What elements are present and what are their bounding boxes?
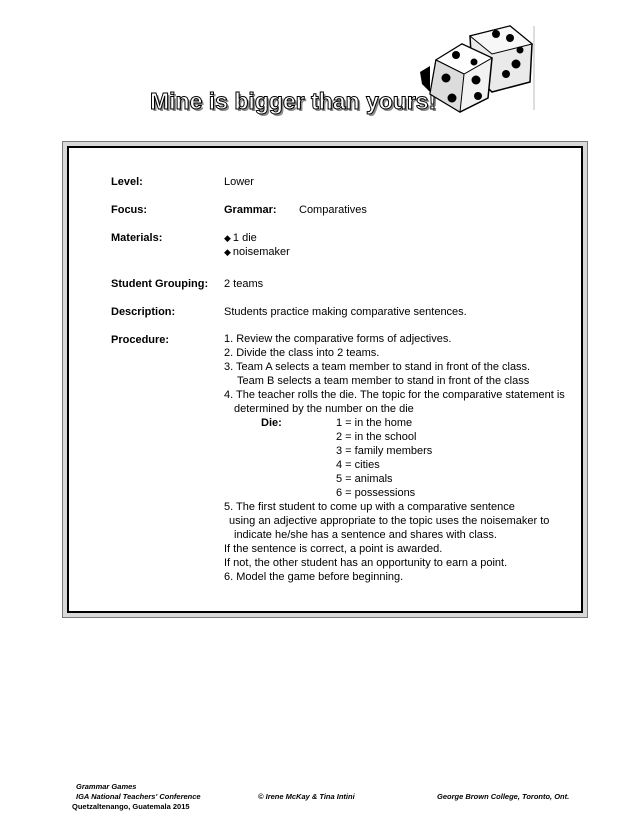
level-label: Level: [111,176,143,188]
grouping-value: 2 teams [224,278,264,290]
materials-item [224,245,290,259]
materials-label: Materials: [111,232,163,244]
procedure-line: If not, the other student has an opportunity to earn a point. [224,557,508,569]
die-topic-row [224,486,565,500]
description-label: Description: [111,306,176,318]
materials-item-text: 1 die [232,232,257,244]
front-die [420,44,492,112]
focus-subject: Grammar: [224,204,277,216]
die-topic-row [224,458,565,472]
die-topic-row [224,444,565,458]
procedure-label: Procedure: [111,334,170,346]
diamond-bullet-icon: ◆ [224,247,231,257]
level-value: Lower [224,176,254,188]
die-topic: 4 = cities [336,459,380,471]
focus-topic: Comparatives [299,204,367,216]
die-label: Die: [261,417,282,429]
procedure-line: indicate he/she has a sentence and shares with class. [234,529,497,541]
die-topic-row [224,472,565,486]
procedure-line: 4. The teacher rolls the die. The topic for the comparative statement is [224,389,565,401]
page-title: Mine is bigger than yours! [150,88,437,114]
die-topic-row [224,416,565,430]
procedure-line: 6. Model the game before beginning. [224,571,404,583]
procedure-line: If the sentence is correct, a point is awarded. [224,543,443,555]
grouping-label: Student Grouping: [111,278,209,290]
procedure-line: 2. Divide the class into 2 teams. [224,347,380,359]
die-topic-row [224,430,565,444]
die-topic: 2 = in the school [336,431,417,443]
die-topic: 3 = family members [336,445,433,457]
diamond-bullet-icon: ◆ [224,233,231,243]
footer-college: George Brown College, Toronto, Ont. [437,792,570,801]
procedure-line: determined by the number on the die [234,403,414,415]
procedure-line: 5. The first student to come up with a comparative sentence [224,501,515,513]
procedure-line: 3. Team A selects a team member to stand in front of the class. [224,361,531,373]
focus-label: Focus: [111,204,148,216]
dice-icon [418,22,536,114]
description-value: Students practice making comparative sentences. [224,306,467,318]
die-topic: 5 = animals [336,473,393,485]
die-topic: 1 = in the home [336,417,413,429]
footer-conference: IGA National Teachers' Conference [76,792,201,801]
footer-series: Grammar Games [76,782,137,791]
procedure-line: 1. Review the comparative forms of adjectives. [224,333,452,345]
materials-item-text: noisemaker [232,246,290,258]
procedure-steps [224,332,565,584]
procedure-line: Team B selects a team member to stand in front of the class [237,375,530,387]
footer-location: Quetzaltenango, Guatemala 2015 [72,802,190,811]
materials-item [224,231,257,245]
footer-authors: © Irene McKay & Tina Intini [258,792,355,801]
die-topic: 6 = possessions [336,487,416,499]
procedure-line: using an adjective appropriate to the topic uses the noisemaker to [229,515,550,527]
